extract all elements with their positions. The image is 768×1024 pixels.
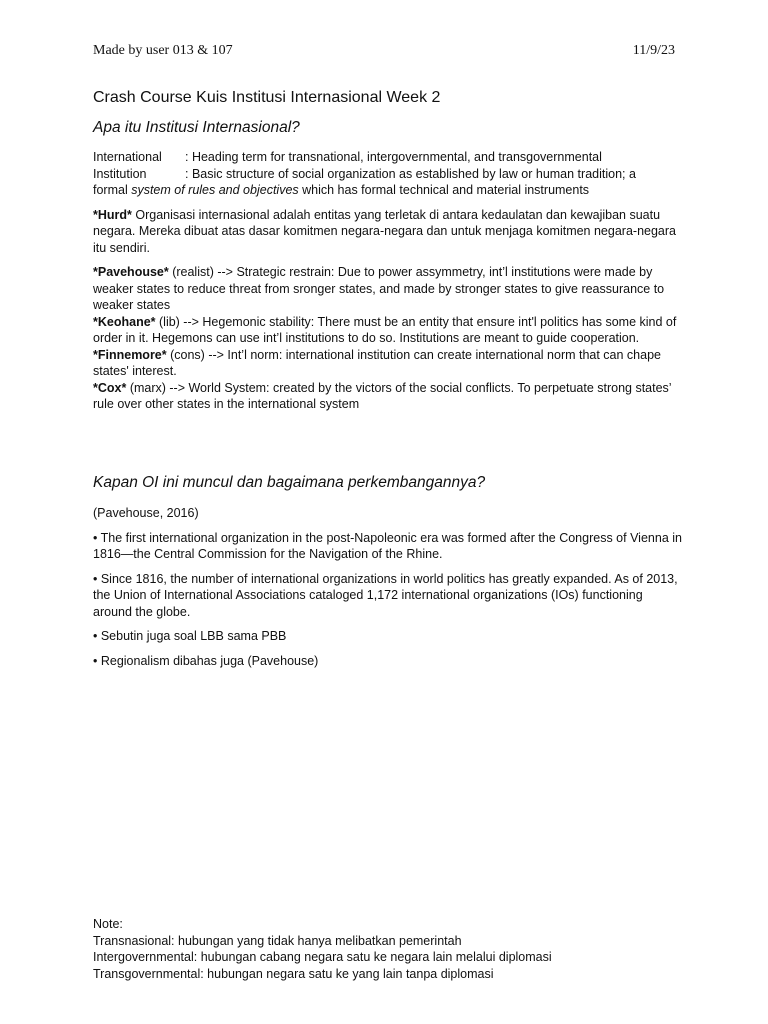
continuation-italic: system of rules and objectives [131, 183, 299, 197]
paragraph-text: (marx) --> World System: created by the victors of the social conflicts. To perpetuate strong states’ rule over other states in the international system [93, 380, 672, 411]
section-heading-2: Kapan OI ini muncul dan bagaimana perkembangannya? [93, 474, 486, 491]
theorist-name: *Hurd* [93, 207, 132, 222]
definition-row [93, 149, 683, 166]
theory-paragraph [93, 347, 683, 380]
definition-continuation [93, 182, 683, 199]
paragraph-text: (lib) --> Hegemonic stability: There must be an entity that ensure int'l politics has some kind of order in it. Hegemons can use int’l institutions to do so. Institutions are meant to guide cooperation. [93, 314, 677, 345]
theorist-name: *Pavehouse* [93, 265, 169, 279]
definition-row [93, 166, 683, 183]
note-line: Intergovernmental: hubungan cabang negara satu ke negara lain melalui diplomasi [93, 950, 552, 964]
bullet-item: • Regionalism dibahas juga (Pavehouse) [93, 653, 319, 668]
paragraph-text: (cons) --> Int’l norm: international institution can create international norm that can chape states' interest. [93, 347, 661, 378]
definition-text: : Basic structure of social organization as established by law or human tradition; a [185, 166, 636, 181]
bullet-item: • The first international organization in the post-Napoleonic era was formed after the Congress of Vienna in 1816—the Central Commission for the Navigation of the Rhine. [93, 530, 682, 561]
note-line: Transgovernmental: hubungan negara satu ke yang lain tanpa diplomasi [93, 966, 494, 981]
paragraph-text: (realist) --> Strategic restrain: Due to power assymmetry, int’l institutions were made by weaker states to reduce threat from sronger states, and made by stronger states to give reassurance to weaker states [93, 265, 665, 312]
definition-term: International [93, 150, 162, 164]
section-heading-1: Apa itu Institusi Internasional? [93, 119, 300, 136]
definition-term: Institution [93, 166, 147, 181]
continuation-text: which has formal technical and material instruments [298, 183, 590, 197]
section-2-body [93, 505, 683, 669]
note-block [93, 916, 683, 982]
note-line: Transnasional: hubungan yang tidak hanya melibatkan pemerintah [93, 933, 462, 948]
document-title: Crash Course Kuis Institusi Internasional Week 2 [93, 89, 441, 106]
note-label: Note: [93, 917, 123, 931]
theory-paragraph [93, 264, 683, 314]
theory-paragraph [93, 380, 683, 413]
bullet-item: • Sebutin juga soal LBB sama PBB [93, 629, 287, 643]
bullet-item: • Since 1816, the number of international organizations in world politics has greatly expanded. As of 2013, the Union of International Associations cataloged 1,172 international organizations (IOs) functioning around the globe. [93, 571, 678, 619]
hurd-paragraph [93, 207, 683, 257]
theory-paragraph [93, 314, 683, 347]
theorist-name: *Cox* [93, 380, 127, 395]
section-1-body [93, 149, 683, 413]
continuation-text: formal [93, 183, 132, 197]
theorist-name: *Finnemore* [93, 347, 167, 362]
definition-text: : Heading term for transnational, intergovernmental, and transgovernmental [185, 150, 602, 164]
paragraph-text: Organisasi internasional adalah entitas yang terletak di antara kedaulatan dan kewajiban suatu negara. Mereka dibuat atas dasar komitmen negara-negara dan untuk menjaga komitmen negara-negara itu sendiri. [93, 207, 676, 255]
header-author: Made by user 013 & 107 [93, 43, 233, 58]
header-date: 11/9/23 [632, 43, 675, 58]
theorist-name: *Keohane* [93, 314, 156, 329]
citation: (Pavehouse, 2016) [93, 506, 199, 520]
